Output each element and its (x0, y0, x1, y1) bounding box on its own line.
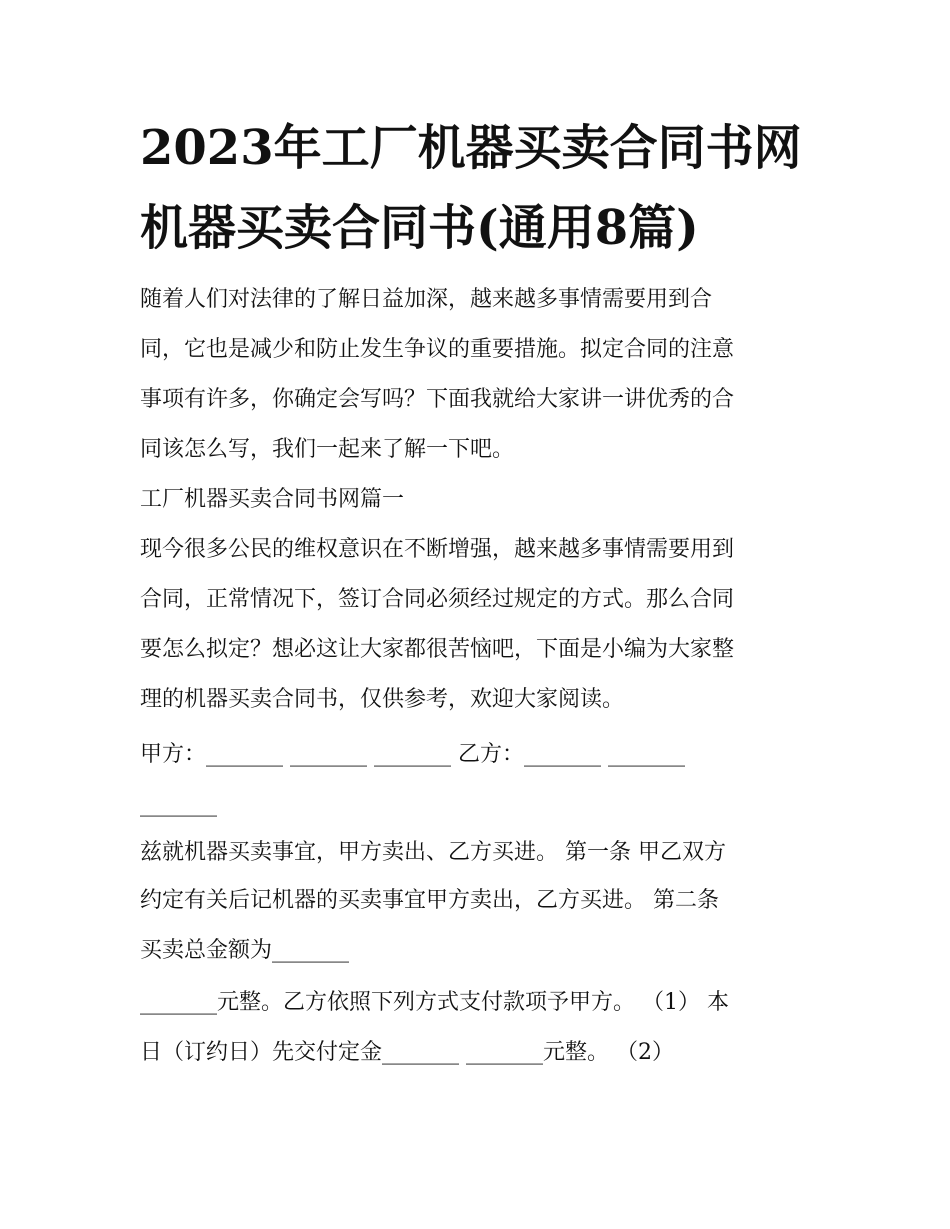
intro-line-4: 同该怎么写，我们一起来了解一下吧。 (140, 437, 515, 462)
body-line-4: 理的机器买卖合同书，仅供参考，欢迎大家阅读。 (140, 687, 625, 712)
clause-line-3: 买卖总金额为_______ (140, 938, 350, 963)
intro-line-3: 事项有许多，你确定会写吗？下面我就给大家讲一讲优秀的合 (140, 387, 735, 412)
body-line-1: 现今很多公民的维权意识在不断增强，越来越多事情需要用到 (140, 537, 735, 562)
document-title-line-2: 机器买卖合同书(通用8篇) (140, 200, 699, 256)
parties-line-continued: _______ (140, 792, 217, 817)
clause-line-2: 约定有关后记机器的买卖事宜甲方卖出，乙方买进。 第二条 (140, 888, 719, 913)
intro-line-2: 同，它也是减少和防止发生争议的重要措施。拟定合同的注意 (140, 337, 735, 362)
document-title-line-1: 2023年工厂机器买卖合同书网 (140, 120, 802, 176)
clause-line-1: 兹就机器买卖事宜，甲方卖出、乙方买进。 第一条 甲乙双方 (140, 840, 726, 865)
body-line-2: 合同，正常情况下，签订合同必须经过规定的方式。那么合同 (140, 587, 735, 612)
section-heading: 工厂机器买卖合同书网篇一 (140, 487, 405, 512)
parties-line: 甲方：_______ _______ _______ 乙方：_______ _______ (140, 742, 685, 767)
intro-line-1: 随着人们对法律的了解日益加深，越来越多事情需要用到合 (140, 287, 713, 312)
clause-line-4: _______元整。乙方依照下列方式支付款项予甲方。 （1） 本 (140, 990, 729, 1015)
clause-line-5: 日（订约日）先交付定金_______ _______元整。 （2） (140, 1040, 674, 1065)
body-line-3: 要怎么拟定？想必这让大家都很苦恼吧，下面是小编为大家整 (140, 637, 735, 662)
